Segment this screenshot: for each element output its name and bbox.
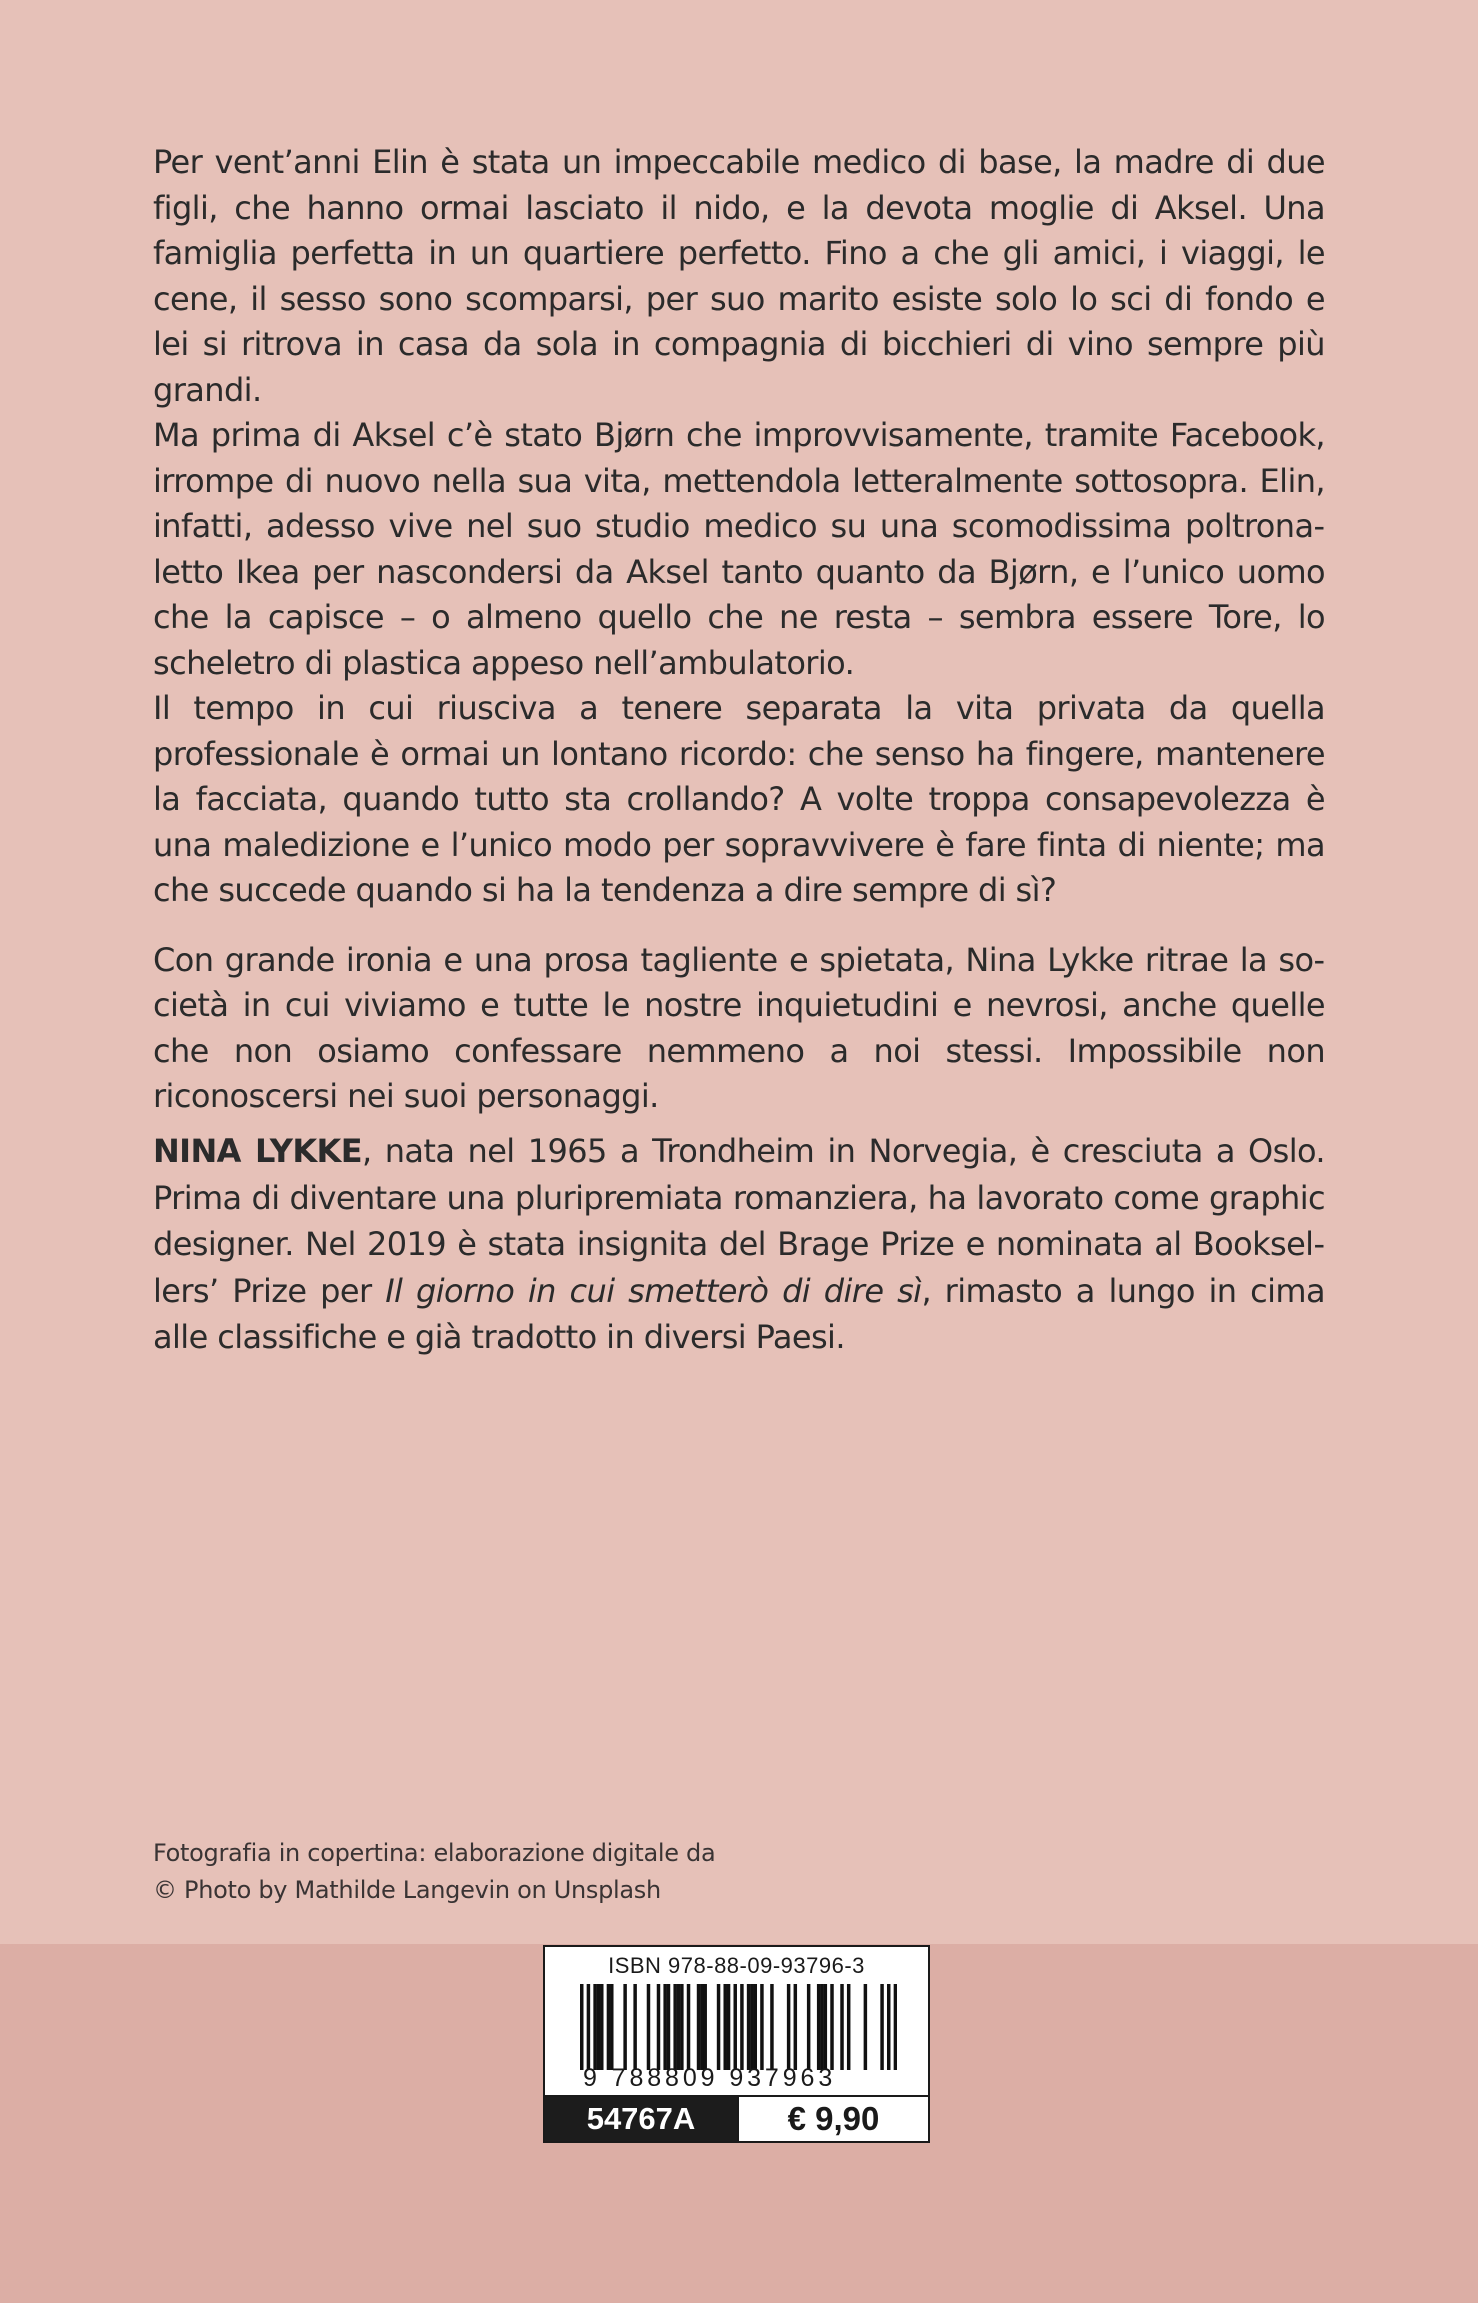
barcode-image	[580, 1984, 897, 2070]
barcode-bar	[580, 1984, 583, 2070]
barcode-bar	[727, 1984, 730, 2070]
credit-line: Fotografia in copertina: elaborazione digitale da	[153, 1839, 716, 1867]
barcode-bar	[787, 1984, 790, 2070]
barcode-bar	[607, 1984, 610, 2070]
barcode-bar	[770, 1984, 773, 2070]
barcode-bar	[807, 1984, 810, 2070]
barcode-bar	[824, 1984, 827, 2070]
barcode-bar	[733, 1984, 736, 2070]
barcode-bar	[597, 1984, 600, 2070]
barcode-bar	[740, 1984, 743, 2070]
blurb-paragraph: Con grande ironia e una prosa tagliente e spietata, Nina Lykke ritrae la società in cui viviamo e tutte le nostre inquietudini e nevrosi, anche quelle che non osiamo confessare nemmeno a noi stessi. Impossibile non riconoscersi nei suoi personaggi.	[153, 940, 1325, 1115]
barcode-bar	[894, 1984, 897, 2070]
barcode-bar	[747, 1984, 750, 2070]
barcode-box	[543, 1945, 930, 2143]
barcode-bar	[663, 1984, 666, 2070]
ean-digits: 9 788809 937963	[583, 2064, 837, 2092]
barcode-bar	[754, 1984, 757, 2070]
barcode-bar	[820, 1984, 823, 2070]
barcode-bar	[830, 1984, 833, 2070]
barcode-bar	[633, 1984, 636, 2070]
barcode-bar	[700, 1984, 703, 2070]
barcode-bar	[887, 1984, 890, 2070]
barcode-bar	[864, 1984, 867, 2070]
barcode-bar	[760, 1984, 763, 2070]
barcode-bar	[687, 1984, 690, 2070]
price: € 9,90	[737, 2097, 928, 2141]
book-title: Il giorno in cui smetterò di dire sì	[385, 1271, 922, 1310]
barcode-bar	[677, 1984, 680, 2070]
bio-text: , rimasto a lungo in cima alle classifiche e già tradotto in diversi Paesi.	[153, 1271, 1325, 1356]
barcode-bar	[680, 1984, 683, 2070]
author-name: NINA LYKKE	[153, 1132, 362, 1170]
bio-text: , nata nel 1965 a Trondheim in Norvegia, è cresciuta a Oslo. Prima di diventare una pluripremiata romanziera, ha lavorato come graphic designer. Nel 2019 è stata insignita del Brage Prize e nominata al Booksellers’ Prize per	[153, 1132, 1325, 1310]
barcode-bar	[840, 1984, 843, 2070]
author-bio-text	[153, 1128, 1325, 1361]
blurb-paragraph: Ma prima di Aksel c’è stato Bjørn che improvvisamente, tramite Facebook, irrompe di nuovo nella sua vita, mettendola letteralmente sottosopra. Elin, infatti, adesso vive nel suo studio medico su una scomodissima poltronaletto Ikea per nascondersi da Aksel tanto quanto da Bjørn, e l’unico uomo che la capisce – o almeno quello che ne resta – sembra essere Tore, lo scheletro di plastica appeso nell’ambulatorio.	[153, 416, 1325, 682]
barcode-bar	[750, 1984, 753, 2070]
barcode-bar	[593, 1984, 596, 2070]
barcode-bar	[703, 1984, 706, 2070]
credit-line: © Photo by Mathilde Langevin on Unsplash	[153, 1876, 661, 1904]
barcode-bar	[647, 1984, 650, 2070]
photo-credits	[153, 1835, 715, 1909]
barcode-bar	[717, 1984, 720, 2070]
barcode-bar	[600, 1984, 603, 2070]
barcode-bar	[723, 1984, 726, 2070]
blurb-paragraph: Il tempo in cui riusciva a tenere separata la vita privata da quella professionale è ormai un lontano ricordo: che senso ha fingere, mantenere la facciata, quando tutto sta crollando? A volte troppa consapevolezza è una maledizione e l’unico modo per sopravvivere è fare finta di niente; ma che succede quando si ha la tendenza a dire sempre di sì?	[153, 689, 1325, 909]
barcode-bar	[880, 1984, 883, 2070]
barcode-bar	[657, 1984, 660, 2070]
barcode-bar	[587, 1984, 590, 2070]
barcode-bar	[817, 1984, 820, 2070]
barcode-bar	[794, 1984, 797, 2070]
isbn-label: ISBN 978-88-09-93796-3	[608, 1953, 865, 1978]
barcode-bar	[847, 1984, 850, 2070]
blurb-paragraph: Per vent’anni Elin è stata un impeccabile medico di base, la madre di due figli, che hanno ormai lasciato il nido, e la devota moglie di Aksel. Una famiglia perfetta in un quartiere perfetto. Fino a che gli amici, i viaggi, le cene, il sesso sono scomparsi, per suo marito esiste solo lo sci di fondo e lei si ritrova in casa da sola in compagnia di bicchieri di vino sempre più grandi.	[153, 143, 1325, 409]
barcode-bar	[623, 1984, 626, 2070]
barcode-bar	[610, 1984, 613, 2070]
barcode-bar	[673, 1984, 676, 2070]
book-blurb	[153, 140, 1325, 1120]
barcode-bar	[697, 1984, 700, 2070]
barcode-bar	[667, 1984, 670, 2070]
product-code: 54767A	[545, 2097, 737, 2141]
author-bio	[153, 1128, 1325, 1361]
